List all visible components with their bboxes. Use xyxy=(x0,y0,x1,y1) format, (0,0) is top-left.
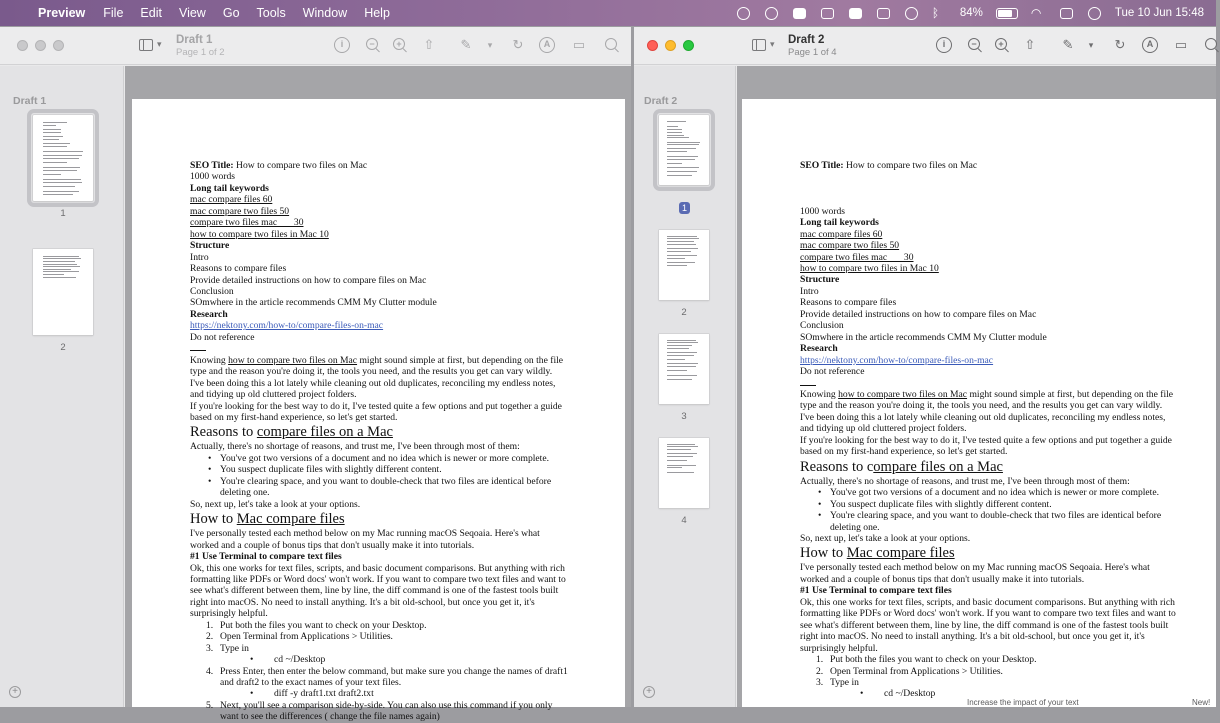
share-icon[interactable]: ⇧ xyxy=(1024,37,1036,52)
document-text: SEO Title: How to compare two files on Mac 1000 words Long tail keywords mac compare files 60 mac compare two files 50 compare two files mac 30 how to compare two files in Mac 10 Structure Intro Reasons to compare files Provide detailed instructions on how to compare files on Mac Conclusion SOmwhere in the article recommends CMM My Clutter module Research https://nektony.com/how-to/compare-files-on-mac Do not reference Knowing how to compare two files on Mac might sound simple at first, but depending on the file type and the reason you're doing it, the tools you need, and the results you get can vary wildly. I've been doing this a lot lately while cleaning out old duplicates, reconciling my endless notes, and tidying up old cluttered project folders. If you're looking for the best way to do it, I've tested quite a few options and put together a guide based on my first-hand experience, so let's get started. Reasons to compare files on a Mac Actually, there's no shortage of reasons, and trust me, I've been through most of them: • You've got two versions of a document and no idea which is newer or more complete. • You suspect duplicate files with slightly different content. • You're clearing space, and you want to double-check that two files are identical before deleting one. So, next up, let's take a look at your options. How to Mac compare files I've personally tested each method below on my Mac running macOS Seqoaia. Here's what worked and a couple of bonus tips that don't usually make it into tutorials. #1 Use Terminal to compare text files Ok, this one works for text files, scripts, and basic document comparisons. But anything with rich formatting like PDFs or Word docs' won't work. If you want to compare two text files and want to see what's different between them, line by line, the diff command is one of the fastest tools built right into macOS. No need to install anything. It's a bit old-school, but once you get it, it's surprisingly helpful. 1. Put both the files you want to check on your Desktop. 2. Open Terminal from Applications > Utilities. 3. Type in • cd ~/Desktop xyxy=(800,160,1180,700)
window-toolbar xyxy=(0,27,631,65)
new-badge: New! xyxy=(1192,698,1211,707)
menu-file[interactable]: File xyxy=(103,6,124,20)
markup-pen-icon[interactable]: ✎ xyxy=(460,37,472,52)
chevron-down-icon[interactable]: ▾ xyxy=(157,39,162,49)
menu-app-name[interactable]: Preview xyxy=(38,6,86,20)
annotate-icon[interactable]: A xyxy=(1142,37,1158,53)
battery-percentage: 84% xyxy=(959,7,983,19)
info-icon[interactable]: i xyxy=(936,37,952,53)
minimize-button[interactable] xyxy=(665,40,676,51)
menu-view[interactable]: View xyxy=(178,6,206,20)
menu-extras xyxy=(736,0,1204,26)
user-icon[interactable] xyxy=(904,7,919,20)
control-center-icon[interactable] xyxy=(1059,7,1074,20)
page-thumbnail-1[interactable] xyxy=(33,115,93,201)
add-page-icon[interactable]: + xyxy=(9,686,21,698)
page-thumbnail-4[interactable] xyxy=(659,438,709,508)
page-thumbnail-2[interactable] xyxy=(659,230,709,300)
zoom-in-icon[interactable]: + xyxy=(994,37,1010,53)
notification-icon[interactable] xyxy=(848,7,863,20)
sidebar-title: Draft 2 xyxy=(644,95,678,107)
zoom-in-icon[interactable]: + xyxy=(392,37,408,53)
search-icon[interactable] xyxy=(1204,37,1220,53)
bottom-promo-text: Increase the impact of your text xyxy=(967,698,1079,707)
document-canvas[interactable] xyxy=(737,66,1216,707)
window-icon[interactable] xyxy=(876,7,891,20)
zoom-out-icon[interactable]: − xyxy=(365,37,381,53)
zoom-button[interactable] xyxy=(683,40,694,51)
form-fill-icon[interactable]: ▭ xyxy=(572,37,586,52)
menu-clock[interactable]: Tue 10 Jun 15:48 xyxy=(1114,7,1204,19)
zoom-out-icon[interactable]: − xyxy=(967,37,983,53)
document-title: Draft 1 xyxy=(176,34,213,46)
form-fill-icon[interactable]: ▭ xyxy=(1174,37,1188,52)
display-icon[interactable] xyxy=(820,7,835,20)
page-thumbnail-3[interactable] xyxy=(659,334,709,404)
add-page-icon[interactable]: + xyxy=(643,686,655,698)
page-number-4: 4 xyxy=(681,515,687,526)
markup-pen-icon[interactable]: ✎ xyxy=(1062,37,1074,52)
menu-window[interactable]: Window xyxy=(302,6,348,20)
document-title: Draft 2 xyxy=(788,34,825,46)
minimize-button[interactable] xyxy=(35,40,46,51)
document-page-count: Page 1 of 2 xyxy=(176,47,225,58)
document-page[interactable] xyxy=(132,99,625,723)
thumbnail-sidebar xyxy=(634,66,736,707)
status-app-icon[interactable] xyxy=(792,7,807,20)
menu-edit[interactable]: Edit xyxy=(140,6,162,20)
page-number-3: 3 xyxy=(681,411,687,422)
close-button[interactable] xyxy=(647,40,658,51)
creative-cloud-icon[interactable] xyxy=(736,7,751,20)
thumbnail-sidebar xyxy=(0,66,124,707)
grammarly-icon[interactable] xyxy=(764,7,779,20)
menu-help[interactable]: Help xyxy=(364,6,390,20)
wifi-icon[interactable]: ◠ xyxy=(1030,5,1042,20)
markup-chevron-icon[interactable]: ▾ xyxy=(487,40,493,50)
siri-icon[interactable] xyxy=(1087,7,1102,20)
window-controls xyxy=(647,40,694,51)
close-button[interactable] xyxy=(17,40,28,51)
window-controls xyxy=(17,40,64,51)
markup-chevron-icon[interactable]: ▾ xyxy=(1088,40,1094,50)
search-icon[interactable] xyxy=(604,37,620,53)
menu-tools[interactable]: Tools xyxy=(256,6,286,20)
info-icon[interactable]: i xyxy=(334,37,350,53)
rotate-icon[interactable]: ↻ xyxy=(1114,37,1126,52)
annotate-icon[interactable]: A xyxy=(539,37,555,53)
chevron-down-icon[interactable]: ▾ xyxy=(770,39,775,49)
page-thumbnail-1[interactable] xyxy=(659,115,709,185)
rotate-icon[interactable]: ↻ xyxy=(512,37,524,52)
research-link[interactable]: https://nektony.com/how-to/compare-files-on-mac xyxy=(190,320,384,332)
page-number-1: 1 xyxy=(60,208,66,219)
zoom-button[interactable] xyxy=(53,40,64,51)
preview-window-draft-1 xyxy=(0,27,631,723)
sidebar-title: Draft 1 xyxy=(13,95,47,107)
document-page[interactable] xyxy=(742,99,1216,707)
document-page-count: Page 1 of 4 xyxy=(788,47,837,58)
sidebar-toggle-icon[interactable] xyxy=(139,39,153,51)
bluetooth-icon[interactable]: ᛒ xyxy=(931,5,940,20)
document-text: SEO Title: How to compare two files on Mac 1000 words Long tail keywords mac compare files 60 mac compare two files 50 compare two files mac 30 how to compare two files in Mac 10 Structure Intro Reasons to compare files Provide detailed instructions on how to compare files on Mac Conclusion SOmwhere in the article recommends CMM My Clutter module Research https://nektony.com/how-to/compare-files-on-mac Do not reference Knowing how to compare two files on Mac might sound simple at first, but depending on the file type and the reason you're doing it, the tools you need, and the results you get can vary wildly. I've been doing this a lot lately while cleaning out old duplicates, reconciling my endless notes, and tidying up old cluttered project folders. If you're looking for the best way to do it, I've tested quite a few options and put together a guide based on my first-hand experience, so let's get started. Reasons to compare files on a Mac Actually, there's no shortage of reasons, and trust me, I've been through most of them: • You've got two versions of a document and no idea which is newer or more complete. • You suspect duplicate files with slightly different content. • You're clearing space, and you want to double-check that two files are identical before deleting one. So, next up, let's take a look at your options. How to Mac compare files I've personally tested each method below on my Mac running macOS Seqoaia. Here's what worked and a couple of bonus tips that don't usually make it into tutorials. #1 Use Terminal to compare text files Ok, this one works for text files, scripts, and basic document comparisons. But anything with rich formatting like PDFs or Word docs' won't work. If you want to compare two text files and want to see what's different between them, line by line, the diff command is one of the fastest tools built right into macOS. No need to install anything. It's a bit old-school, but once you get it, it's surprisingly helpful. 1. Put both the files you want to check on your Desktop. 2. Open Terminal from Applications > Utilities. 3. Type in • cd ~/Desktop 4. Press Enter, then enter the below command, but make sure you change the names of draft1 and draft2 to the exact names of your text files. • diff -y draft1.txt draft2.txt 5. Next, you'll see a comparison side-by-side. You can also use this command if you only want to see the differences ( change the file names again) xyxy=(190,160,570,723)
page-number-1: 1 xyxy=(679,202,690,214)
page-thumbnail-2[interactable] xyxy=(33,249,93,335)
battery-icon[interactable] xyxy=(996,8,1018,19)
preview-window-draft-2 xyxy=(634,27,1216,707)
menu-go[interactable]: Go xyxy=(222,6,240,20)
research-link[interactable]: https://nektony.com/how-to/compare-files-on-mac xyxy=(800,354,994,366)
menu-bar xyxy=(0,0,1216,26)
page-number-2: 2 xyxy=(60,342,66,353)
sidebar-toggle-icon[interactable] xyxy=(752,39,766,51)
document-canvas[interactable] xyxy=(125,66,631,723)
share-icon[interactable]: ⇧ xyxy=(423,37,435,52)
page-number-2: 2 xyxy=(681,307,687,318)
window-toolbar xyxy=(634,27,1216,65)
